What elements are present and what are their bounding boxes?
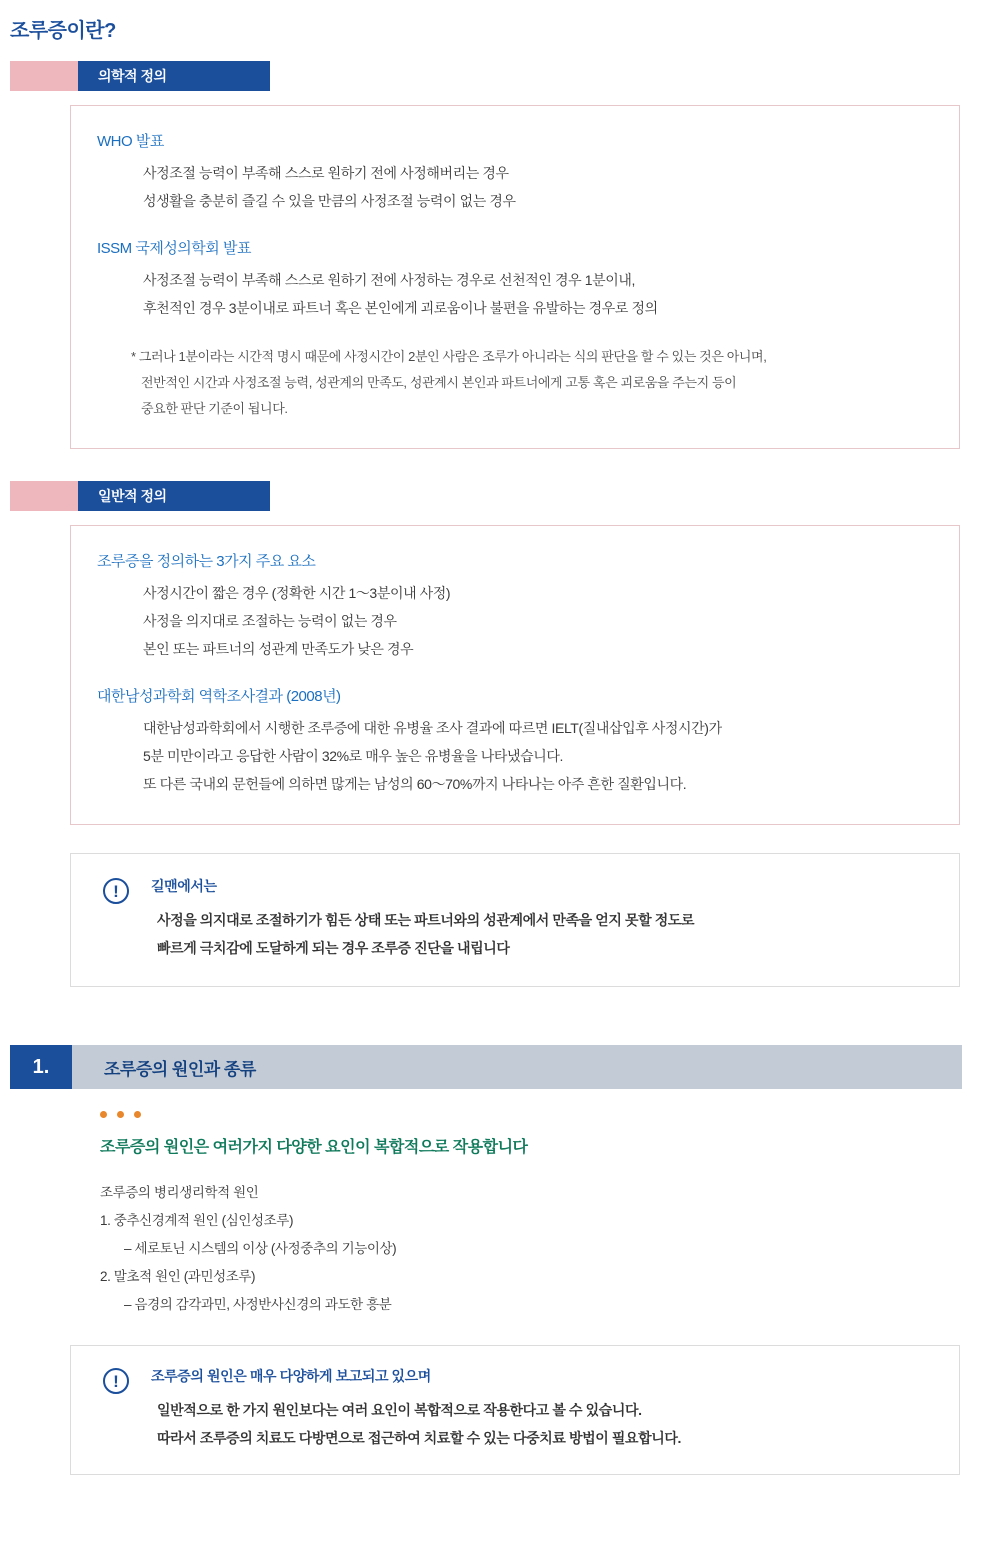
callout-line: 따라서 조루증의 치료도 다방면으로 접근하여 치료할 수 있는 다중치료 방법이 필요합니다.	[157, 1430, 681, 1446]
lines-survey-2008	[143, 714, 933, 798]
chapter-body	[100, 1111, 960, 1319]
subheading-who: WHO 발표	[97, 133, 164, 150]
group-three-factors	[97, 550, 933, 663]
body-line: – 세로토닌 시스템의 이상 (사정중추의 기능이상)	[124, 1241, 397, 1256]
body-line: 1. 중추신경계적 원인 (심인성조루)	[100, 1213, 294, 1228]
callout-line: 사정을 의지대로 조절하기가 힘든 상태 또는 파트너와의 성관계에서 만족을 얻지 못할 정도로	[157, 912, 695, 928]
callout-title: 길맨에서는	[151, 878, 217, 894]
page-title: 조루증이란?	[10, 20, 116, 42]
lines-three-factors	[143, 579, 933, 663]
callout-gilman	[70, 853, 960, 987]
label-text-medical: 의학적 정의	[78, 61, 270, 91]
lines-issm	[143, 266, 933, 322]
callout-line: 일반적으로 한 가지 원인보다는 여러 요인이 복합적으로 작용한다고 볼 수 있습니다.	[157, 1402, 642, 1418]
line-item: 또 다른 국내외 문헌들에 의하면 많게는 남성의 60〜70%까지 나타나는 아주 흔한 질환입니다.	[143, 776, 687, 792]
callout-causes	[70, 1345, 960, 1475]
exclamation-icon: !	[103, 1368, 129, 1394]
callout-body	[151, 876, 935, 962]
footnote-line: 중요한 판단 기준이 됩니다.	[141, 401, 288, 416]
callout-body	[151, 1366, 935, 1452]
footnote-line: 전반적인 시간과 사정조절 능력, 성관계의 만족도, 성관계시 본인과 파트너에게 고통 혹은 괴로움을 주는지 등이	[141, 375, 737, 390]
content-box-general-definition	[70, 525, 960, 825]
section-label-general-definition	[10, 481, 270, 511]
line-item: 사정을 의지대로 조절하는 능력이 없는 경우	[143, 613, 397, 629]
line-item: 사정조절 능력이 부족해 스스로 원하기 전에 사정해버리는 경우	[143, 165, 509, 181]
content-box-medical-definition	[70, 105, 960, 449]
subheading-issm: ISSM 국제성의학회 발표	[97, 240, 251, 257]
chapter-green-heading: 조루증의 원인은 여러가지 다양한 요인이 복합적으로 작용합니다	[100, 1139, 528, 1156]
label-text-general: 일반적 정의	[78, 481, 270, 511]
dot-icon	[134, 1111, 141, 1118]
body-line: – 음경의 감각과민, 사정반사신경의 과도한 흥분	[124, 1297, 392, 1312]
body-line: 조루증의 병리생리학적 원인	[100, 1185, 259, 1200]
line-item: 사정시간이 짧은 경우 (정확한 시간 1〜3분이내 사정)	[143, 585, 451, 601]
line-item: 5분 미만이라고 응답한 사람이 32%로 매우 높은 유병율을 나타냈습니다.	[143, 748, 563, 764]
lines-who	[143, 159, 933, 215]
line-item: 성생활을 충분히 즐길 수 있을 만큼의 사정조절 능력이 없는 경우	[143, 193, 516, 209]
chapter-header	[10, 1045, 962, 1089]
section-label-medical-definition	[10, 61, 270, 91]
chapter-title: 조루증의 원인과 종류	[72, 1045, 962, 1089]
line-item: 후천적인 경우 3분이내로 파트너 혹은 본인에게 괴로움이나 불편을 유발하는 경우로 정의	[143, 300, 658, 316]
line-item: 대한남성과학회에서 시행한 조루증에 대한 유병율 조사 결과에 따르면 IELT(질내삽입후 사정시간)가	[143, 720, 722, 736]
footnote-medical	[131, 344, 933, 422]
exclamation-icon: !	[103, 878, 129, 904]
group-who	[97, 130, 933, 215]
dot-icon	[100, 1111, 107, 1118]
subheading-three-factors: 조루증을 정의하는 3가지 주요 요소	[97, 553, 316, 570]
line-item: 본인 또는 파트너의 성관계 만족도가 낮은 경우	[143, 641, 414, 657]
callout-line: 빠르게 극치감에 도달하게 되는 경우 조루증 진단을 내립니다	[157, 940, 510, 956]
group-issm	[97, 237, 933, 322]
group-survey-2008	[97, 685, 933, 798]
footnote-line: * 그러나 1분이라는 시간적 명시 때문에 사정시간이 2분인 사람은 조루가 아니라는 식의 판단을 할 수 있는 것은 아니며,	[131, 349, 767, 364]
body-line: 2. 말초적 원인 (과민성조루)	[100, 1269, 256, 1284]
subheading-survey-2008: 대한남성과학회 역학조사결과 (2008년)	[97, 688, 341, 705]
callout-title: 조루증의 원인은 매우 다양하게 보고되고 있으며	[151, 1368, 431, 1384]
line-item: 사정조절 능력이 부족해 스스로 원하기 전에 사정하는 경우로 선천적인 경우 1분이내,	[143, 272, 635, 288]
three-dots-ornament	[100, 1111, 960, 1118]
chapter-number: 1.	[10, 1045, 72, 1089]
dot-icon	[117, 1111, 124, 1118]
